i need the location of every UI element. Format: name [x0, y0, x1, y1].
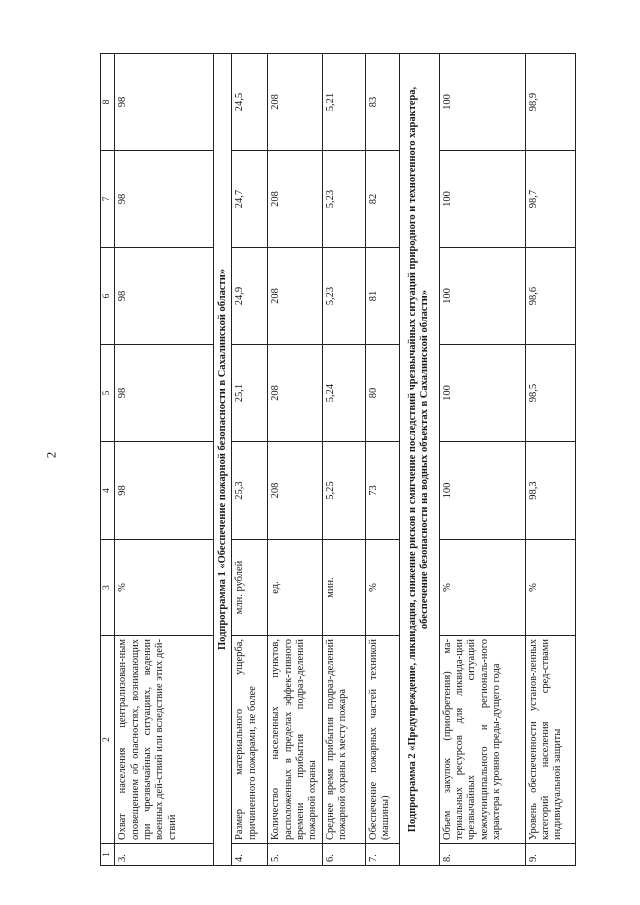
unit: %: [365, 540, 399, 636]
value: 80: [365, 345, 399, 442]
value: 100: [439, 54, 525, 151]
value: 5,24: [322, 345, 365, 442]
page-number: 2: [43, 451, 59, 459]
value: 25,3: [232, 442, 268, 540]
row-number: 4.: [232, 844, 268, 866]
subprogram-row: [399, 54, 439, 866]
value: 208: [268, 442, 323, 540]
unit: млн. рублей: [232, 540, 268, 636]
table-row: [268, 54, 323, 866]
table-header-row: [101, 54, 115, 866]
header-cell: 2: [101, 636, 115, 844]
unit: ед.: [268, 540, 323, 636]
table-row: [365, 54, 399, 866]
value: 5,21: [322, 54, 365, 151]
value: 98: [115, 54, 214, 151]
header-cell: 1: [101, 844, 115, 866]
unit: мин.: [322, 540, 365, 636]
unit: %: [115, 540, 214, 636]
indicator-name: Количество населенных пунктов, расположенных в пределах эффек-тивного времени прибытия подраз-делений пожарной охраны: [268, 636, 323, 844]
value: 100: [439, 345, 525, 442]
value: 100: [439, 248, 525, 345]
table-wrapper: [100, 54, 562, 866]
row-number: 6.: [322, 844, 365, 866]
header-cell: 8: [101, 54, 115, 151]
row-number: 9.: [525, 844, 575, 866]
indicator-name: Охват населения централизован-ным оповещением об опасностях, возникающих при чрезвычайных ситуациях, ведении военных дей-ствий или вследствие этих дей-ствий: [115, 636, 214, 844]
value: 98: [115, 248, 214, 345]
indicator-name: Обеспечение пожарных частей техникой (машины): [365, 636, 399, 844]
value: 98: [115, 442, 214, 540]
value: 100: [439, 442, 525, 540]
subprogram-title: Подпрограмма 1 «Обеспечение пожарной безопасности в Сахалинской области»: [214, 54, 232, 866]
unit: %: [525, 540, 575, 636]
indicator-name: Объем закупок (приобретения) ма-териальных ресурсов для ликвида-ции чрезвычайных ситуаций межмуниципального и региональ-ного характера к уровню преды-дущего года: [439, 636, 525, 844]
header-cell: 7: [101, 151, 115, 248]
value: 73: [365, 442, 399, 540]
value: 81: [365, 248, 399, 345]
value: 100: [439, 151, 525, 248]
table-row: [525, 54, 575, 866]
value: 98,3: [525, 442, 575, 540]
header-cell: 4: [101, 442, 115, 540]
value: 25,1: [232, 345, 268, 442]
value: 98: [115, 345, 214, 442]
row-number: 8.: [439, 844, 525, 866]
header-cell: 6: [101, 248, 115, 345]
rotated-table-area: [100, 54, 562, 866]
indicator-name: Уровень обеспеченности установ-ленных категорий населения сред-ствами индивидуальной защиты: [525, 636, 575, 844]
row-number: 7.: [365, 844, 399, 866]
value: 83: [365, 54, 399, 151]
value: 208: [268, 54, 323, 151]
value: 98,5: [525, 345, 575, 442]
value: 208: [268, 345, 323, 442]
table-row: [115, 54, 214, 866]
header-cell: 3: [101, 540, 115, 636]
value: 5,25: [322, 442, 365, 540]
subprogram-title: Подпрограмма 2 «Предупреждение, ликвидация, снижение рисков и смягчение последствий чрезвычайных ситуаций природного и техногенного характера, обеспечение безопасности на водных объектах в Сахалинской области»: [399, 54, 439, 866]
header-cell: 5: [101, 345, 115, 442]
row-number: 3.: [115, 844, 214, 866]
value: 98: [115, 151, 214, 248]
value: 24,7: [232, 151, 268, 248]
table-row: [439, 54, 525, 866]
table-row: [322, 54, 365, 866]
indicator-name: Размер материального ущерба, причиненного пожарами, не более: [232, 636, 268, 844]
row-number: 5.: [268, 844, 323, 866]
value: 98,7: [525, 151, 575, 248]
value: 24,9: [232, 248, 268, 345]
value: 98,9: [525, 54, 575, 151]
value: 208: [268, 248, 323, 345]
value: 24,5: [232, 54, 268, 151]
indicator-name: Среднее время прибытия подраз-делений пожарной охраны к месту пожара: [322, 636, 365, 844]
value: 98,6: [525, 248, 575, 345]
value: 208: [268, 151, 323, 248]
indicators-table: [100, 53, 576, 866]
subprogram-row: [214, 54, 232, 866]
value: 82: [365, 151, 399, 248]
value: 5,23: [322, 151, 365, 248]
value: 5,23: [322, 248, 365, 345]
unit: %: [439, 540, 525, 636]
table-row: [232, 54, 268, 866]
